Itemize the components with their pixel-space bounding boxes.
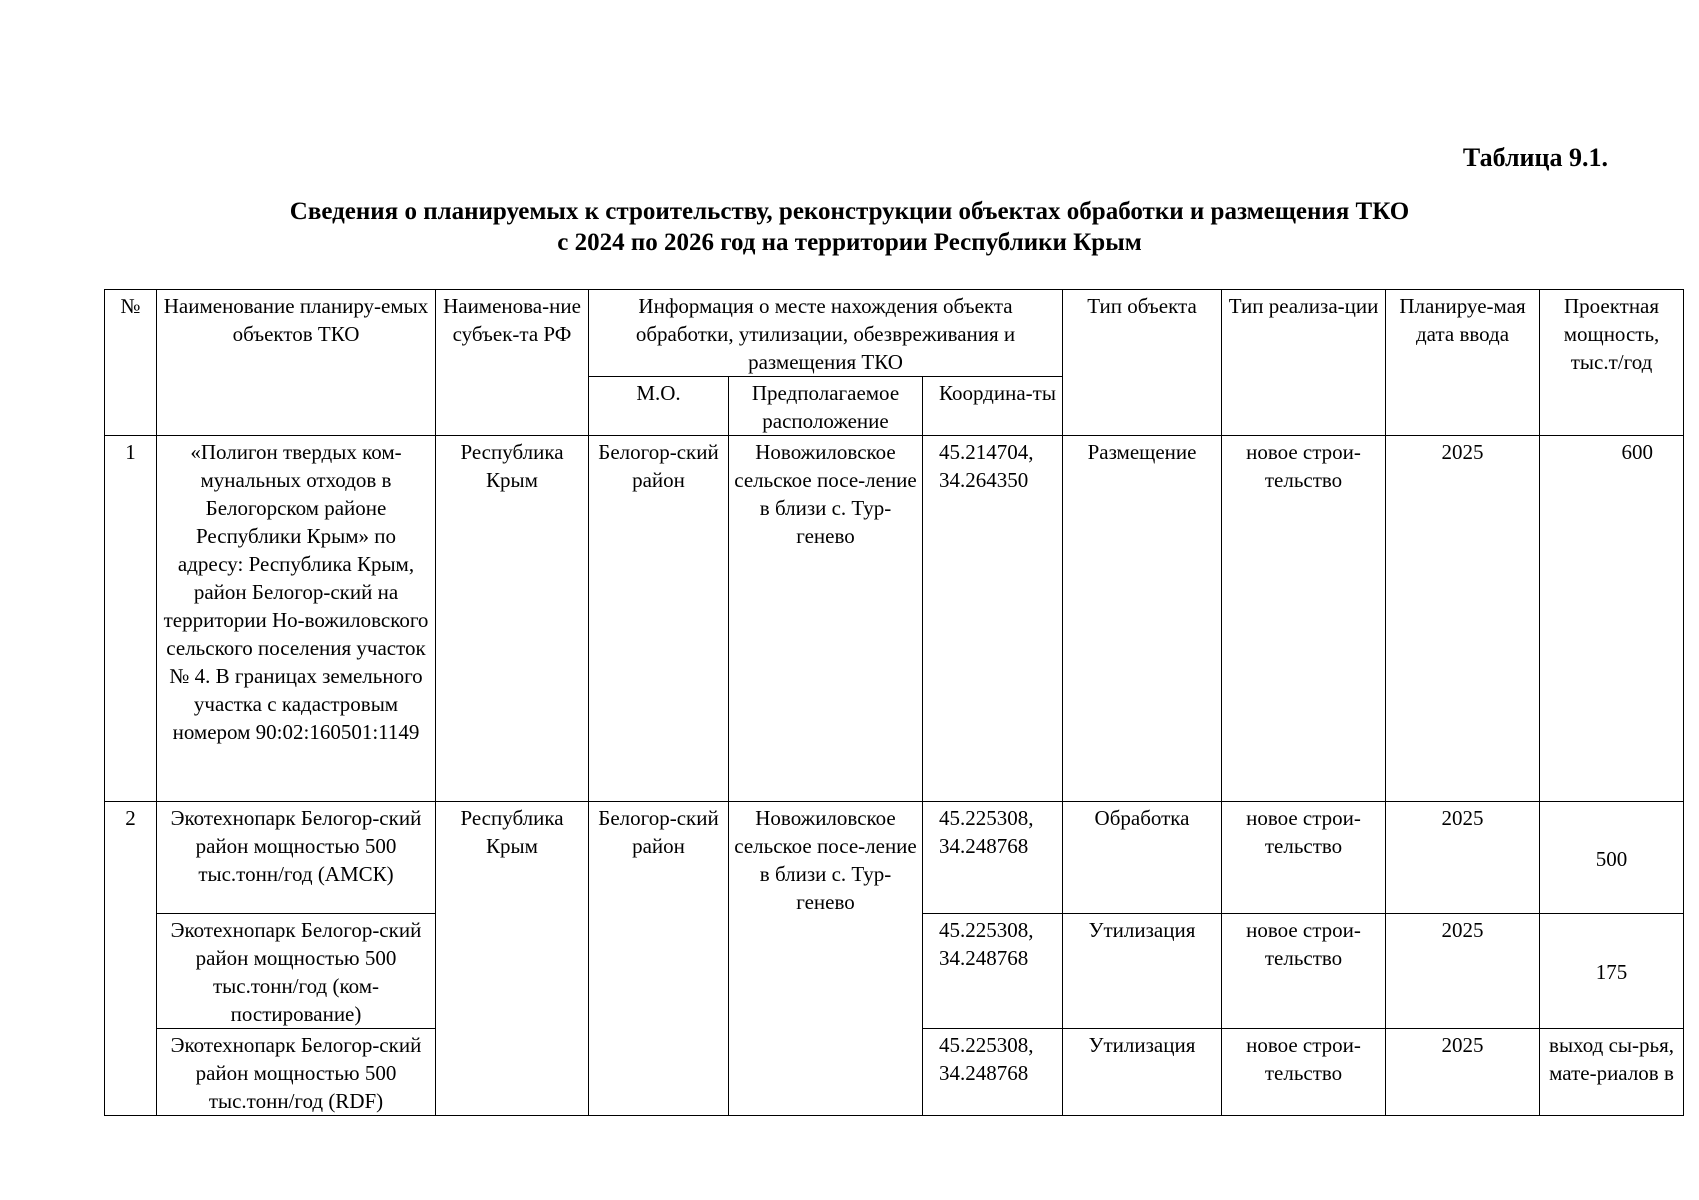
header-impl: Тип реализа-ции: [1222, 290, 1386, 436]
table-row: [105, 802, 1684, 914]
row2-sub1-date: 2025: [1386, 802, 1540, 914]
row2-num: 2: [105, 802, 157, 1116]
row2-sub1-type: Обработка: [1063, 802, 1222, 914]
row1-coords: 45.214704, 34.264350: [923, 436, 1063, 802]
header-place: Предполагаемое расположение: [729, 377, 923, 436]
header-type: Тип объекта: [1063, 290, 1222, 436]
row2-sub3-type: Утилизация: [1063, 1029, 1222, 1116]
header-date: Планируе-мая дата ввода: [1386, 290, 1540, 436]
row1-type: Размещение: [1063, 436, 1222, 802]
row1-impl: новое строи-тельство: [1222, 436, 1386, 802]
tko-objects-table: [104, 289, 1684, 1116]
row2-sub3-capacity: выход сы-рья, мате-риалов в: [1540, 1029, 1684, 1116]
row2-sub2-date: 2025: [1386, 914, 1540, 1029]
row1-num: 1: [105, 436, 157, 802]
row2-sub2-coords: 45.225308, 34.248768: [923, 914, 1063, 1029]
row2-sub1-capacity: 500: [1540, 802, 1684, 914]
table-label: Таблица 9.1.: [1462, 143, 1608, 172]
row2-sub2-name: Экотехнопарк Белогор-ский район мощностью 500 тыс.тонн/год (ком-постирование): [157, 914, 436, 1029]
row2-sub1-impl: новое строи-тельство: [1222, 802, 1386, 914]
header-num: №: [105, 290, 157, 436]
row2-sub1-name: Экотехнопарк Белогор-ский район мощностью 500 тыс.тонн/год (АМСК): [157, 802, 436, 914]
row1-place: Новожиловское сельское посе-ление в близи с. Тур-генево: [729, 436, 923, 802]
title-line-2: с 2024 по 2026 год на территории Республики Крым: [557, 229, 1142, 256]
row2-sub2-capacity: 175: [1540, 914, 1684, 1029]
row2-sub2-impl: новое строи-тельство: [1222, 914, 1386, 1029]
row1-name: «Полигон твердых ком-мунальных отходов в Белогорском районе Республики Крым» по адресу: Республика Крым, район Белогор-ский на территории Но-вожиловского сельского поселения участок № 4. В границах земельного участка с кадастровым номером 90:02:160501:1149: [157, 436, 436, 802]
row2-sub3-impl: новое строи-тельство: [1222, 1029, 1386, 1116]
row2-sub3-date: 2025: [1386, 1029, 1540, 1116]
header-capacity: Проектная мощность, тыс.т/год: [1540, 290, 1684, 436]
row2-subject: Республика Крым: [436, 802, 589, 1116]
row1-date: 2025: [1386, 436, 1540, 802]
row1-mo: Белогор-ский район: [589, 436, 729, 802]
row2-sub3-coords: 45.225308, 34.248768: [923, 1029, 1063, 1116]
row2-sub2-type: Утилизация: [1063, 914, 1222, 1029]
header-location-group: Информация о месте нахождения объекта обработки, утилизации, обезвреживания и размещения ТКО: [589, 290, 1063, 377]
row1-subject: Республика Крым: [436, 436, 589, 802]
row2-sub3-name: Экотехнопарк Белогор-ский район мощностью 500 тыс.тонн/год (RDF): [157, 1029, 436, 1116]
row2-mo: Белогор-ский район: [589, 802, 729, 1116]
header-coords: Координа-ты: [923, 377, 1063, 436]
header-mo: М.О.: [589, 377, 729, 436]
table-row: [105, 436, 1684, 802]
document-title: [100, 196, 1599, 258]
header-row-1: [105, 290, 1684, 377]
header-subject: Наименова-ние субъек-та РФ: [436, 290, 589, 436]
title-line-1: Сведения о планируемых к строительству, реконструкции объектах обработки и размещения ТКО: [289, 198, 1410, 225]
header-name: Наименование планиру-емых объектов ТКО: [157, 290, 436, 436]
row1-capacity: 600: [1540, 436, 1684, 802]
row2-sub1-coords: 45.225308, 34.248768: [923, 802, 1063, 914]
row2-place: Новожиловское сельское посе-ление в близи с. Тур-генево: [729, 802, 923, 1116]
